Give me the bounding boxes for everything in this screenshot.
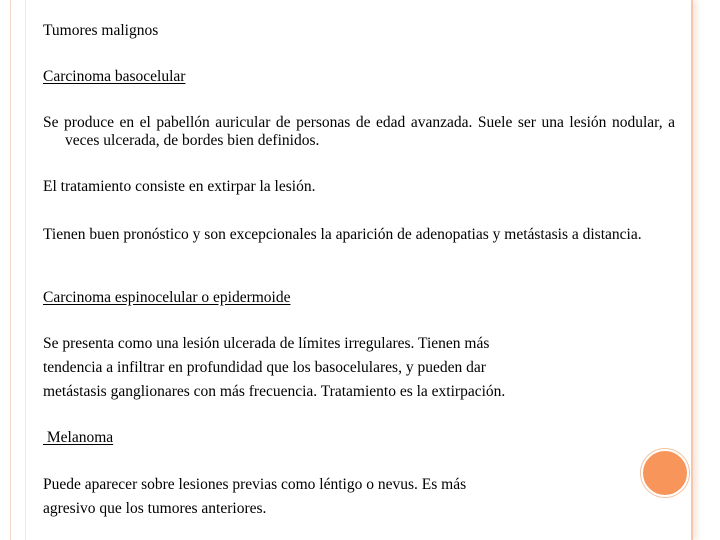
heading-melanoma: Melanoma [43,429,114,446]
paragraph-basocelular-location: Se produce en el pabellón auricular de personas de edad avanzada. Suele ser una lesión nodular, a veces ulcerada, de bordes bien definidos. [43,114,675,149]
paragraph-melanoma-line-2: agresivo que los tumores anteriores. [43,500,267,517]
paragraph-espinocelular-line-2: tendencia a infiltrar en profundidad que los basocelulares, y pueden dar [43,359,486,376]
paragraph-prognosis: Tienen buen pronóstico y son excepcionales la aparición de adenopatias y metástasis a distancia. [43,226,642,243]
paragraph-espinocelular-line-3: metástasis ganglionares con más frecuencia. Tratamiento es la extirpación. [43,383,506,400]
slide-title: Tumores malignos [43,22,159,39]
heading-carcinoma-espinocelular: Carcinoma espinocelular o epidermoide [43,289,291,306]
paragraph-melanoma-line-1: Puede aparecer sobre lesiones previas como léntigo o nevus. Es más [43,476,467,493]
decorative-circle [641,449,689,497]
paragraph-espinocelular-line-1: Se presenta como una lesión ulcerada de límites irregulares. Tienen más [43,335,490,352]
paragraph-treatment: El tratamiento consiste en extirpar la lesión. [43,178,316,195]
frame-inner-line [25,0,26,540]
heading-carcinoma-basocelular: Carcinoma basocelular [43,68,186,85]
